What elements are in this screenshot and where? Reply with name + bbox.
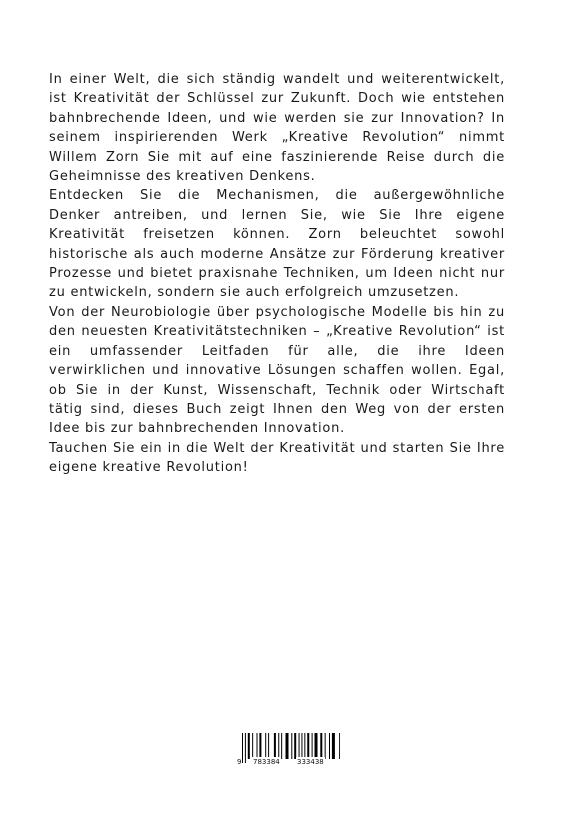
- blurb-paragraph-4: Tauchen Sie ein in die Welt der Kreativität und starten Sie Ihre eigene kreative Revolution!: [49, 440, 505, 476]
- barcode-right-digits: 333438: [297, 758, 324, 766]
- barcode-bar: [339, 733, 340, 759]
- blurb-paragraph-2: Entdecken Sie die Mechanismen, die außergewöhnliche Denker antreiben, und lernen Sie, wie Sie Ihre eigene Kreativität freisetzen können. Zorn beleuchtet sowohl historische als auch moderne Ansätze zur Förderung kreativer Prozesse und bietet praxisnahe Techniken, um Ideen nicht nur zu entwickeln, sondern sie auch erfolgreich umzusetzen.: [49, 188, 505, 301]
- blurb-paragraph-1: In einer Welt, die sich ständig wandelt und weiterentwickelt, ist Kreativität der Schlüssel zur Zukunft. Doch wie entstehen bahnbrechende Ideen, und wie werden sie zur Innovation? In seinem inspirierenden Werk „Kreative Revolution“ nimmt Willem Zorn Sie mit auf eine faszinierende Reise durch die Geheimnisse des kreativen Denkens.: [49, 72, 505, 185]
- barcode-bar: [329, 733, 330, 759]
- barcode-bar: [291, 733, 292, 759]
- barcode-bar: [259, 733, 261, 759]
- barcode-bar: [265, 733, 266, 759]
- barcode-bar: [281, 733, 282, 759]
- barcode-bar: [307, 733, 309, 759]
- barcode-lead-digit: 9: [237, 758, 242, 766]
- barcode-bar: [312, 733, 313, 759]
- blurb-paragraph-3: Von der Neurobiologie über psychologische Modelle bis hin zu den neuesten Kreativitätstechniken – „Kreative Revolution“ ist ein umfassender Leitfaden für alle, die ihre Ideen verwirklichen und innovative Lösungen schaffen wollen. Egal, ob Sie in der Kunst, Wissenschaft, Technik oder Wirtschaft tätig sind, dieses Buch zeigt Ihnen den Weg von der ersten Idee bis zur bahnbrechenden Innovation.: [49, 304, 505, 437]
- barcode-bar: [252, 733, 253, 759]
- barcode-bar: [248, 733, 250, 759]
- barcode-bar: [320, 733, 322, 759]
- barcode-bar: [274, 733, 276, 759]
- barcode-bar: [332, 733, 335, 759]
- isbn-barcode: [236, 733, 340, 767]
- barcode-digits: [236, 757, 340, 767]
- barcode-bar: [268, 733, 269, 759]
- barcode-bar: [294, 733, 296, 759]
- barcode-bar: [299, 733, 300, 759]
- barcode-bar: [315, 733, 318, 759]
- barcode-bar: [286, 733, 289, 759]
- back-cover-blurb: [49, 70, 505, 478]
- barcode-bar: [278, 733, 279, 759]
- barcode-bar: [257, 733, 258, 759]
- barcode-bar: [325, 733, 326, 759]
- barcode-left-digits: 783384: [253, 758, 280, 766]
